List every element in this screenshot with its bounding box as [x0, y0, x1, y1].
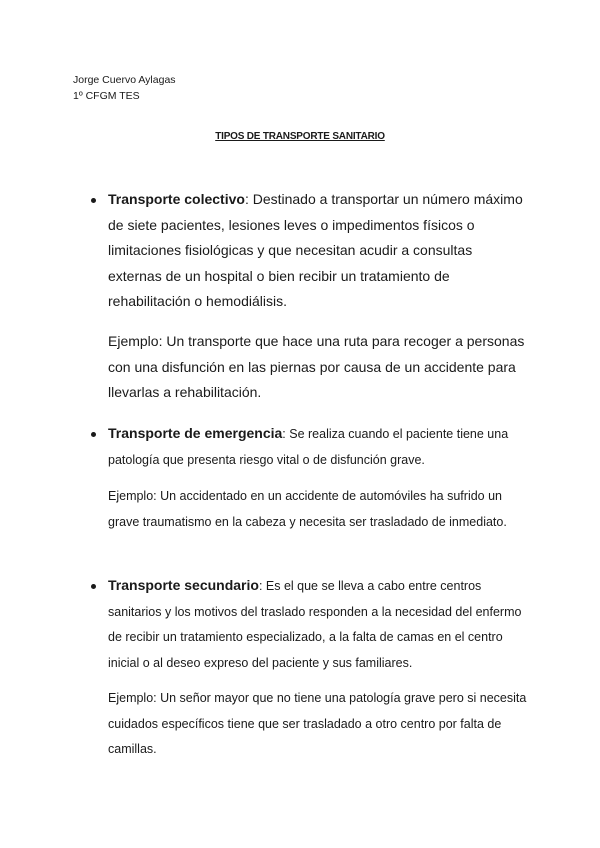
item-definition: : Es el que se lleva a cabo entre centros sanitarios y los motivos del traslado responden a la necesidad del enfermo de recibir un tratamiento especializado, a la falta de camas en el centro inicial o al deseo expreso del paciente y sus familiares.	[108, 579, 522, 670]
author-name: Jorge Cuervo Aylagas	[73, 74, 176, 86]
list-item-secundario	[108, 573, 528, 676]
item-term: Transporte colectivo	[108, 191, 245, 207]
item-term: Transporte secundario	[108, 577, 259, 593]
bullet-icon	[91, 584, 96, 589]
item-example: Ejemplo: Un señor mayor que no tiene una patología grave pero si necesita cuidados específicos tiene que ser trasladado a otro centro por falta de camillas.	[108, 691, 527, 756]
item-definition: : Se realiza cuando el paciente tiene una patología que presenta riesgo vital o de disfunción grave.	[108, 427, 509, 467]
item-example: Ejemplo: Un transporte que hace una ruta para recoger a personas con una disfunción en las piernas por causa de un accidente para llevarlas a rehabilitación.	[108, 333, 525, 400]
example-secundario	[108, 686, 528, 763]
bullet-icon	[91, 432, 96, 437]
list-item-colectivo	[108, 187, 528, 315]
item-example: Ejemplo: Un accidentado en un accidente de automóviles ha sufrido un grave traumatismo en la cabeza y necesita ser trasladado de inmediato.	[108, 489, 507, 529]
page-title: TIPOS DE TRANSPORTE SANITARIO	[215, 131, 385, 142]
bullet-icon	[91, 198, 96, 203]
document-header	[73, 72, 176, 104]
example-colectivo	[108, 329, 528, 406]
item-paragraph	[108, 187, 528, 315]
example-emergencia	[108, 484, 528, 535]
course-label: 1º CFGM TES	[73, 90, 140, 102]
item-term: Transporte de emergencia	[108, 425, 283, 441]
item-paragraph	[108, 421, 528, 473]
item-definition: : Destinado a transportar un número máximo de siete pacientes, lesiones leves o impedimentos físicos o limitaciones fisiológicas y que necesitan acudir a consultas externas de un hospital o bien recibir un tratamiento de rehabilitación o hemodiálisis.	[108, 191, 523, 309]
item-paragraph	[108, 573, 528, 676]
list-item-emergencia	[108, 421, 528, 473]
